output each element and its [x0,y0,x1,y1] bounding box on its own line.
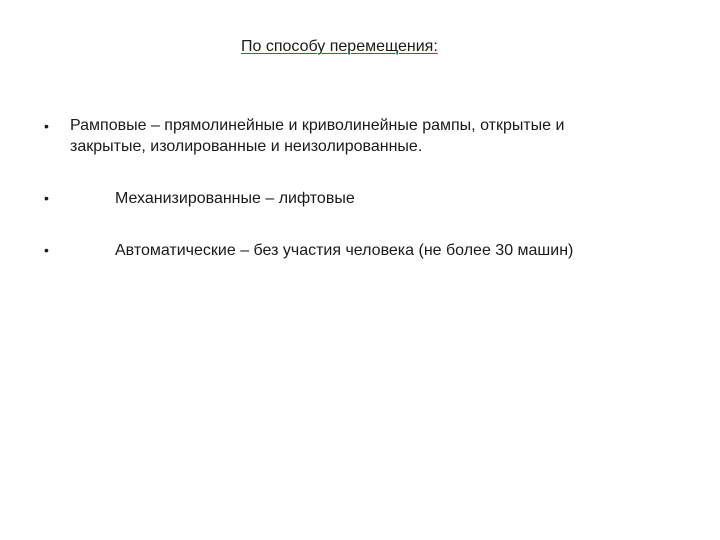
list-item-line: Рамповые – прямолинейные и криволинейные рампы, открытые и [70,117,565,134]
list-item-line: Механизированные – лифтовые [115,190,355,207]
list-item-text [115,188,355,209]
list-item-line: закрытые, изолированные и неизолированные. [70,138,423,155]
bullet-icon: • [44,118,49,134]
list-item-text [70,115,564,157]
bullet-icon: • [44,190,49,206]
list-item-text [115,240,573,261]
bullet-icon: • [44,242,49,258]
list-item-line: Автоматические – без участия человека (не более 30 машин) [115,242,574,259]
slide-title: По способу перемещения: [241,38,438,55]
